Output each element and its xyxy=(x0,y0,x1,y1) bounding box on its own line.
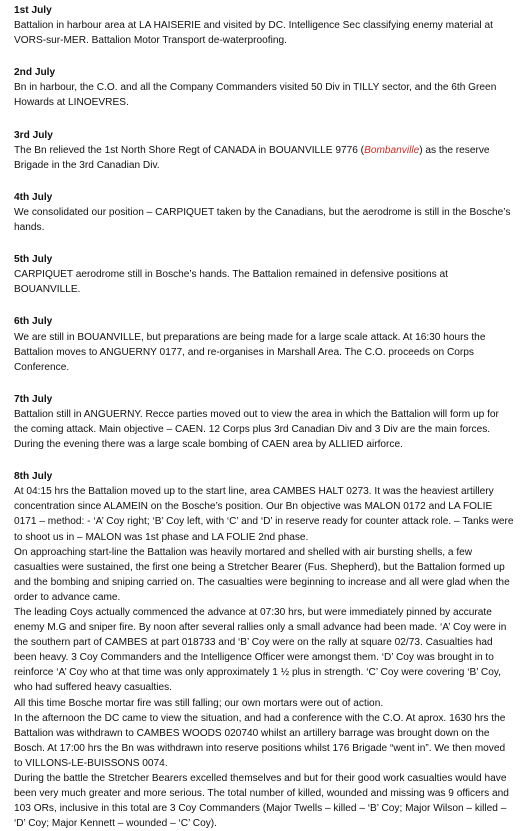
entry-2nd-july xyxy=(14,65,515,110)
place-name-annotation: Bombanville xyxy=(364,144,420,156)
entry-text: The leading Coys actually commenced the advance at 07:30 hrs, but were immediately pinned by accurate enemy M.G and sniper fire. By noon after several rallies only a small advance had been made. ‘A’ Coy were in the southern part of CAMBES at part 018733 and ‘B’ Coy were on the rally at square 02/73. Casualties had been heavy. 3 Coy Commanders and the Intelligence Officer were amongst them. ‘D’ Coy was brought in to reinforce ‘A’ Coy who at that time was only approximately 1 ½ plus in strength. ‘C’ Coy were covering ‘B’ Coy, who had suffered heavy casualties. xyxy=(14,607,507,694)
entry-6th-july xyxy=(14,314,515,374)
entry-8th-july xyxy=(14,469,515,831)
entry-text: During the battle the Stretcher Bearers excelled themselves and but for their good work casualties would have been very much greater and more serious. The total number of killed, wounded and missing was 9 officers and 103 ORs, inclusive in this total are 3 Coy Commanders (Major Twells – killed – ‘B’ Coy; Major Wilson – killed – ‘D’ Coy; Major Kennett – wounded – ‘C’ Coy). xyxy=(14,773,509,830)
entry-text: CARPIQUET aerodrome still in Bosche’s hands. The Battalion remained in defensive positions at BOUANVILLE. xyxy=(14,269,448,296)
entry-7th-july xyxy=(14,392,515,452)
entry-text: In the afternoon the DC came to view the situation, and had a conference with the C.O. At aprox. 1630 hrs the Battalion was withdrawn to CAMBES WOODS 020740 whilst an artillery barrage was brought down on the Bosch. At 17:00 hrs the Bn was withdrawn into reserve positions whilst 176 Brigade “went in”. We then moved to VILLONS-LE-BUISSONS 0074. xyxy=(14,712,506,769)
entry-text: We consolidated our position – CARPIQUET taken by the Canadians, but the aerodrome is still in the Bosche’s hands. xyxy=(14,206,511,234)
entry-date: 1st July xyxy=(14,5,52,16)
entry-date: 3rd July xyxy=(14,129,53,141)
entry-text-before: The Bn relieved the 1st North Shore Regt of CANADA in BOUANVILLE 9776 ( xyxy=(14,144,365,156)
entry-3rd-july xyxy=(14,128,515,173)
entry-text xyxy=(14,143,515,173)
entry-4th-july xyxy=(14,190,515,235)
entry-5th-july xyxy=(14,252,515,297)
entry-text: All this time Bosche mortar fire was still falling; our own mortars were out of action. xyxy=(14,697,384,709)
entry-date: 4th July xyxy=(14,191,53,203)
entry-text: On approaching start-line the Battalion was heavily mortared and shelled with air bursting shells, a few casualties were sustained, the first one being a Stretcher Bearer (Fus. Shepherd), but the Battalion formed up and the bombing and sniping carried on. The casualties were beginning to increase and all were glad when the order to advance came. xyxy=(14,546,510,603)
entry-date: 5th July xyxy=(14,254,53,266)
entry-text: At 04:15 hrs the Battalion moved up to the start line, area CAMBES HALT 0273. It was the heaviest artillery concentration since ALAMEIN on the Bosche’s position. Our Bn objective was MALON 0172 and LA FOLIE 0171 – method: - ‘A’ Coy right; ‘B’ Coy left, with ‘C’ and ‘D’ in reserve ready for counter attack role. – Tanks were to shoot us in – MALON was 1st phase and LA FOLIE 2nd phase. xyxy=(14,486,514,543)
entry-date: 7th July xyxy=(14,393,53,405)
entry-date: 6th July xyxy=(14,316,53,328)
entry-text: Battalion in harbour area at LA HAISERIE and visited by DC. Intelligence Sec classifying enemy material at VORS-sur-MER. Battalion Motor Transport de-waterproofing. xyxy=(14,20,493,47)
entry-1st-july xyxy=(14,3,515,48)
entry-text: Battalion still in ANGUERNY. Recce parties moved out to view the area in which the Battalion will form up for the coming attack. Main objective – CAEN. 12 Corps plus 3rd Canadian Div and 3 Div are the main forces. During the evening there was a large scale bombing of CAEN area by ALLIED airforce. xyxy=(14,408,499,451)
entry-text: Bn in harbour, the C.O. and all the Company Commanders visited 50 Div in TILLY sector, and the 6th Green Howards at LINOEVRES. xyxy=(14,82,497,109)
entry-text: We are still in BOUANVILLE, but preparations are being made for a large scale attack. At 16:30 hours the Battalion moves to ANGUERNY 0177, and re-organises in Marshall Area. The C.O. proceeds on Corps Conference. xyxy=(14,331,486,373)
entry-date: 2nd July xyxy=(14,67,56,79)
entry-text-after: ) as the reserve Brigade in the 3rd Canadian Div. xyxy=(14,144,490,171)
entry-date: 8th July xyxy=(14,471,53,483)
